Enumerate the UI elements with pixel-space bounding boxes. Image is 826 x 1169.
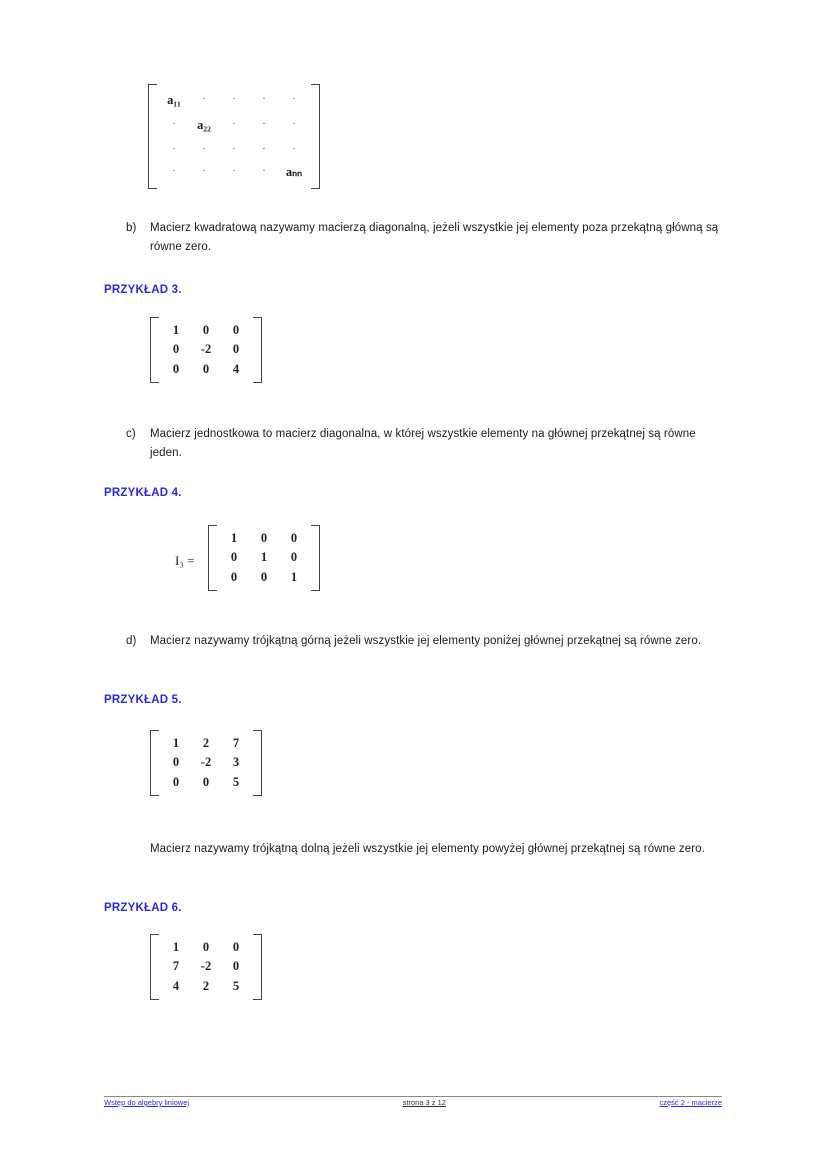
matrix-cell: · (202, 143, 206, 155)
matrix-grid (217, 525, 311, 591)
matrix-cell: 0 (202, 361, 210, 376)
footer-title-link[interactable]: Wstęp do algebry liniowej (104, 1098, 190, 1107)
matrix-cell: 0 (232, 342, 240, 357)
matrix (208, 525, 320, 591)
matrix-cell: 0 (230, 550, 238, 565)
matrix-cell: · (292, 143, 296, 155)
matrix-grid (159, 317, 253, 383)
matrix-cell: 0 (260, 531, 268, 545)
matrix-cell: 0 (232, 959, 240, 974)
matrix-grid (159, 730, 253, 796)
matrix-cell: · (232, 143, 236, 155)
example-3-matrix (150, 317, 262, 388)
matrix-bracket-left (148, 84, 157, 189)
matrix-cell: · (232, 93, 236, 105)
matrix-cell: · (292, 118, 296, 130)
matrix-cell: -2 (200, 959, 212, 974)
matrix-cell: 0 (172, 755, 180, 770)
matrix-cell: 0 (260, 569, 268, 584)
matrix-cell: 0 (290, 531, 298, 545)
matrix-cell: 3 (232, 755, 240, 770)
matrix-cell: 1 (172, 736, 180, 750)
matrix-cell: 0 (232, 940, 240, 954)
matrix-cell: 0 (202, 940, 210, 954)
matrix-bracket-left (150, 317, 159, 383)
matrix-bracket-right (311, 525, 320, 591)
heading-przyklad-6: PRZYKŁAD 6. (104, 902, 182, 914)
matrix-cell: · (262, 143, 266, 155)
definition-b (126, 219, 750, 257)
list-label-c: c) (126, 428, 136, 440)
heading-przyklad-4: PRZYKŁAD 4. (104, 487, 182, 499)
matrix-cell: aₙₙ (285, 165, 303, 179)
matrix-cell: · (232, 118, 236, 130)
matrix-cell: · (202, 93, 206, 105)
matrix (150, 730, 262, 796)
matrix-cell: 0 (232, 323, 240, 337)
heading-przyklad-5: PRZYKŁAD 5. (104, 694, 182, 706)
heading-przyklad-3: PRZYKŁAD 3. (104, 284, 182, 296)
matrix-cell: · (172, 118, 176, 130)
definition-c-text: Macierz jednostkowa to macierz diagonalna, w której wszystkie elementy na głównej przekątnej są równe jeden. (150, 428, 696, 459)
identity-matrix-label: I₃ = (175, 553, 195, 568)
matrix-cell: · (262, 93, 266, 105)
list-label-d: d) (126, 635, 137, 647)
definition-b-text: Macierz kwadratową nazywamy macierzą diagonalną, jeżeli wszystkie jej elementy poza przekątną główną są równe zero. (150, 222, 719, 253)
matrix (150, 934, 262, 1000)
matrix-cell: a₂₂ (197, 118, 211, 132)
matrix-bracket-right (253, 934, 262, 1000)
matrix-cell: 1 (260, 550, 268, 565)
matrix-cell: a₁₁ (167, 93, 181, 107)
matrix-cell: · (262, 118, 266, 130)
matrix-bracket-left (150, 730, 159, 796)
matrix-cell: 1 (290, 569, 298, 584)
matrix-cell: 4 (232, 361, 240, 376)
definition-d (126, 632, 740, 651)
matrix-cell: -2 (200, 755, 212, 770)
matrix-cell: 0 (172, 774, 180, 789)
definition-lower-triangular (150, 840, 740, 859)
matrix (148, 84, 320, 189)
matrix-cell: 1 (172, 940, 180, 954)
matrix-cell: · (262, 165, 266, 177)
matrix-cell: -2 (200, 342, 212, 357)
generic-diagonal-matrix (148, 84, 320, 194)
matrix-cell: 1 (230, 531, 238, 545)
matrix-bracket-left (208, 525, 217, 591)
matrix-cell: 0 (290, 550, 298, 565)
matrix-cell: · (172, 143, 176, 155)
page-footer (104, 1096, 722, 1107)
footer-row (104, 1098, 722, 1107)
matrix-cell: · (202, 165, 206, 177)
matrix-cell: 0 (172, 361, 180, 376)
matrix-cell: 7 (172, 959, 180, 974)
matrix-bracket-left (150, 934, 159, 1000)
matrix-cell: · (232, 165, 236, 177)
footer-divider (104, 1096, 722, 1097)
matrix-cell: 4 (172, 978, 180, 993)
definition-c (126, 425, 710, 463)
matrix-cell: 2 (202, 978, 210, 993)
matrix-bracket-right (253, 317, 262, 383)
matrix-bracket-right (253, 730, 262, 796)
matrix-cell: 0 (230, 569, 238, 584)
footer-page-number: strona 3 z 12 (402, 1098, 446, 1107)
matrix-cell: 0 (172, 342, 180, 357)
matrix-bracket-right (311, 84, 320, 189)
example-5-matrix (150, 730, 262, 801)
definition-d-text: Macierz nazywamy trójkątną górną jeżeli wszystkie jej elementy poniżej głównej przekątnej są równe zero. (150, 635, 702, 647)
matrix (150, 317, 262, 383)
matrix-cell: 5 (232, 978, 240, 993)
matrix-cell: 2 (202, 736, 210, 750)
matrix-cell: · (292, 93, 296, 105)
example-6-matrix (150, 934, 262, 1005)
list-label-b: b) (126, 222, 137, 234)
matrix-grid (157, 84, 311, 189)
matrix-cell: 1 (172, 323, 180, 337)
matrix-cell: 5 (232, 774, 240, 789)
matrix-cell: · (172, 165, 176, 177)
matrix-cell: 0 (202, 323, 210, 337)
example-4-matrix (208, 525, 320, 596)
matrix-cell: 7 (232, 736, 240, 750)
matrix-grid (159, 934, 253, 1000)
definition-lower-triangular-text: Macierz nazywamy trójkątną dolną jeżeli wszystkie jej elementy powyżej głównej przekątnej są równe zero. (150, 843, 705, 855)
footer-section-link[interactable]: część 2 - macierze (659, 1098, 722, 1107)
matrix-cell: 0 (202, 774, 210, 789)
